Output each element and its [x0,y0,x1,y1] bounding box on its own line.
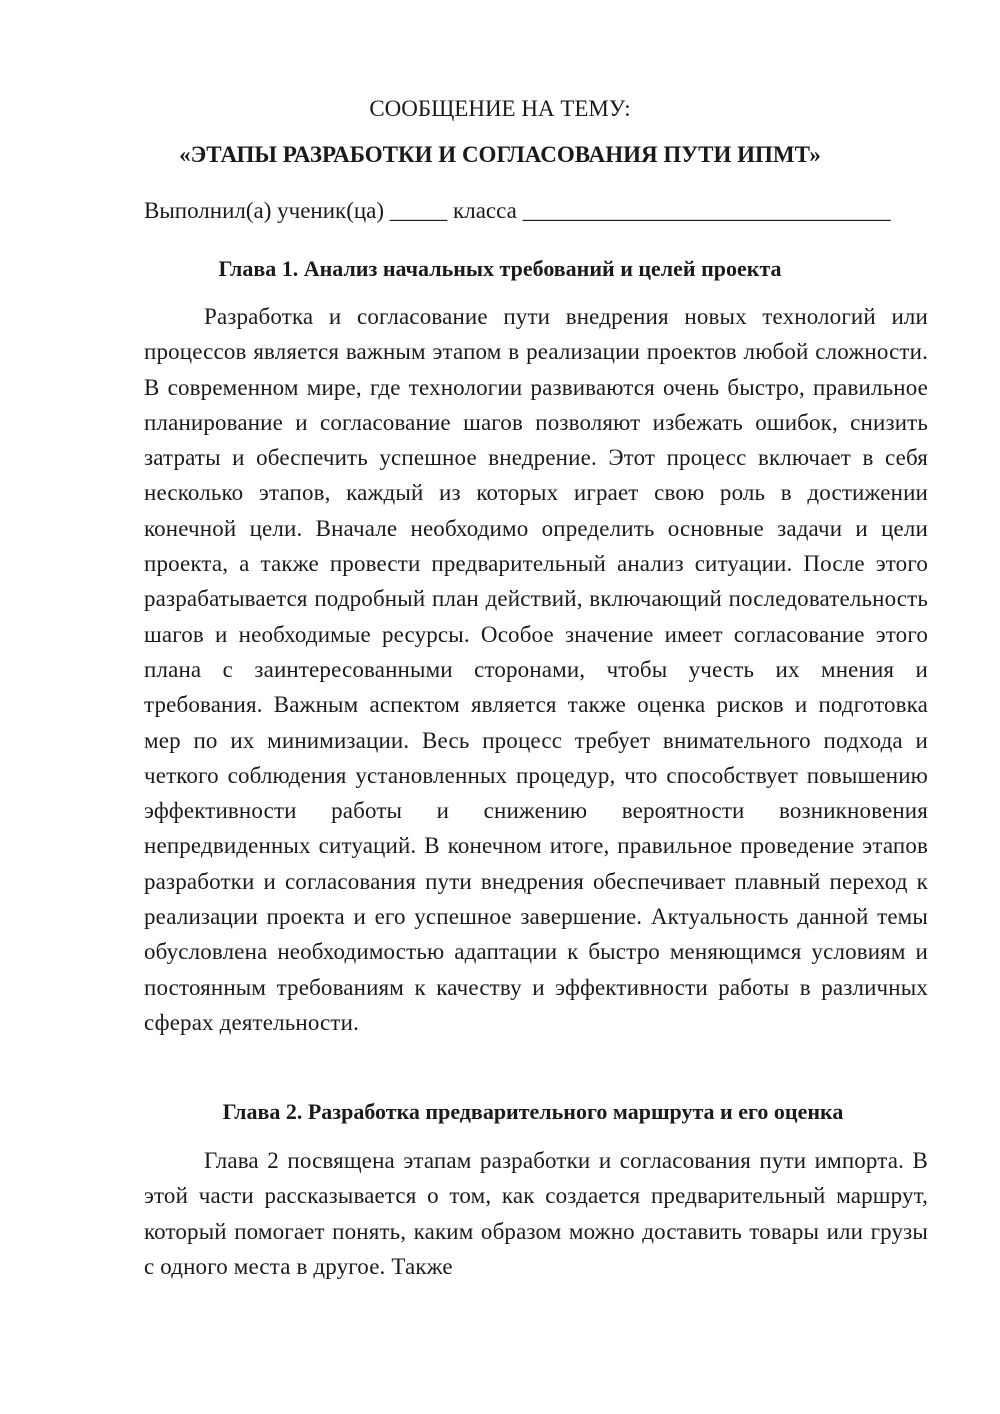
document-title-line-1: СООБЩЕНИЕ НА ТЕМУ: [369,96,631,121]
document-title-line-2: «ЭТАПЫ РАЗРАБОТКИ И СОГЛАСОВАНИЯ ПУТИ ИПМТ» [179,142,821,167]
chapter-2-paragraph: Глава 2 посвящена этапам разработки и согласования пути импорта. В этой части рассказывается о том, как создается предварительный маршрут, который помогает понять, каким образом можно доставить товары или грузы с одного места в другое. Также [144,1148,928,1279]
author-line: Выполнил(а) ученик(ца) _____ класса ________________________________ [144,198,891,223]
chapter-1-heading: Глава 1. Анализ начальных требований и целей проекта [218,256,782,281]
chapter-1-paragraph: Разработка и согласование пути внедрения новых технологий или процессов является важным этапом в реализации проектов любой сложности. В современном мире, где технологии развиваются очень быстро, правильное планирование и согласование шагов позволяют избежать ошибок, снизить затраты и обеспечить успешное внедрение. Этот процесс включает в себя несколько этапов, каждый из которых играет свою роль в достижении конечной цели. Вначале необходимо определить основные задачи и цели проекта, а также провести предварительный анализ ситуации. После этого разрабатывается подробный план действий, включающий последовательность шагов и необходимые ресурсы. Особое значение имеет согласование этого плана с заинтересованными сторонами, чтобы учесть их мнения и требования. Важным аспектом является также оценка рисков и подготовка мер по их минимизации. Весь процесс требует внимательного подхода и четкого соблюдения установленных процедур, что способствует повышению эффективности работы и снижению вероятности возникновения непредвиденных ситуаций. В конечном итоге, правильное проведение этапов разработки и согласования пути внедрения обеспечивает плавный переход к реализации проекта и его успешное завершение. Актуальность данной темы обусловлена необходимостью адаптации к быстро меняющимся условиям и постоянным требованиям к качеству и эффективности работы в различных сферах деятельности. [144,304,928,1035]
chapter-2-heading: Глава 2. Разработка предварительного маршрута и его оценка [222,1099,844,1124]
